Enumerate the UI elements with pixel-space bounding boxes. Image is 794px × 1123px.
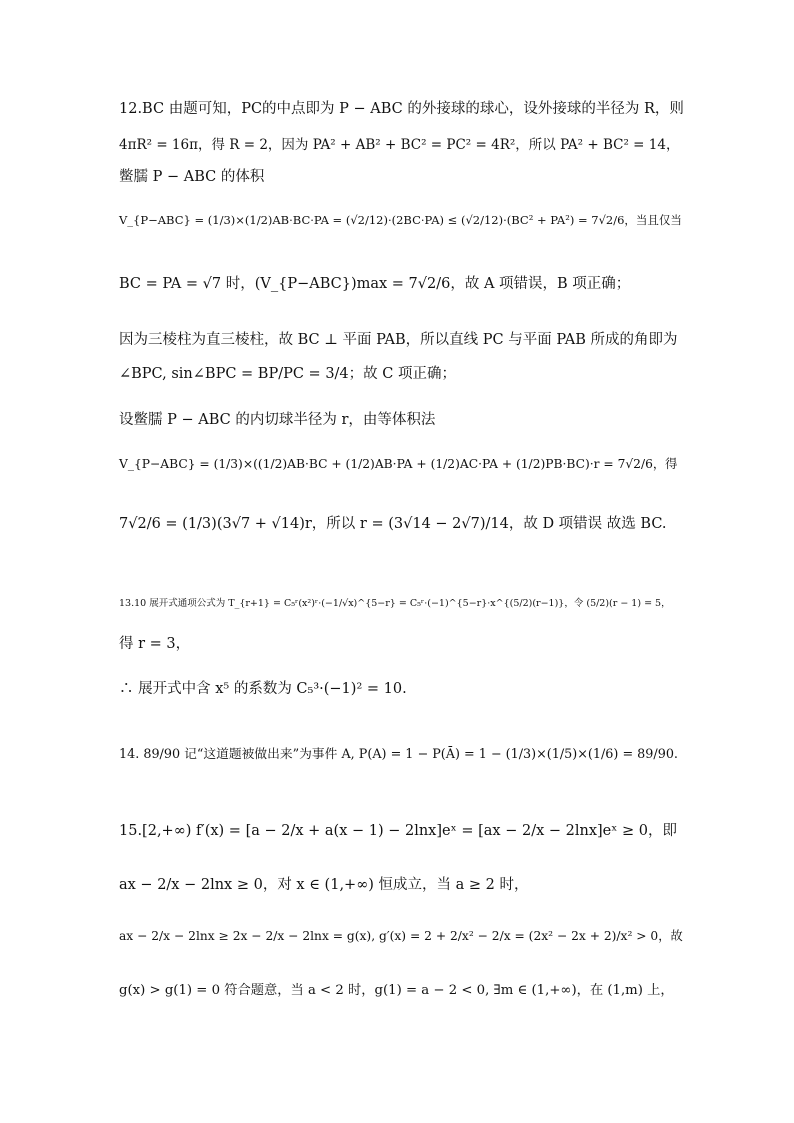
text-line: ∠BPC, sin∠BPC = BP/PC = 3/4；故 C 项正确； bbox=[119, 366, 456, 382]
text-line: 12.BC 由题可知，PC的中点即为 P − ABC 的外接球的球心，设外接球的半径为 R，则 bbox=[119, 101, 684, 117]
text-line: V_{P−ABC} = (1/3)×(1/2)AB·BC·PA = (√2/12)·(2BC·PA) ≤ (√2/12)·(BC² + PA²) = 7√2/6，当且仅当 bbox=[119, 213, 682, 227]
text-line: ax − 2/x − 2lnx ≥ 2x − 2/x − 2lnx = g(x), g′(x) = 2 + 2/x² − 2/x = (2x² − 2x + 2)/x² > 0，故 bbox=[119, 929, 683, 943]
text-line: 得 r = 3， bbox=[119, 636, 191, 652]
text-line: g(x) > g(1) = 0 符合题意，当 a < 2 时，g(1) = a − 2 < 0, ∃m ∈ (1,+∞)，在 (1,m) 上， bbox=[119, 983, 674, 998]
text-line: BC = PA = √7 时，(V_{P−ABC})max = 7√2/6，故 A 项错误，B 项正确； bbox=[119, 276, 631, 292]
text-line: ax − 2/x − 2lnx ≥ 0，对 x ∈ (1,+∞) 恒成立，当 a ≥ 2 时， bbox=[119, 877, 529, 893]
text-line: 4πR² = 16π，得 R = 2，因为 PA² + AB² + BC² = PC² = 4R²，所以 PA² + BC² = 14， bbox=[119, 137, 680, 153]
text-line: 15.[2,+∞) f′(x) = [a − 2/x + a(x − 1) − 2lnx]eˣ = [ax − 2/x − 2lnx]eˣ ≥ 0，即 bbox=[119, 823, 677, 839]
text-line: 设鳖臑 P − ABC 的内切球半径为 r，由等体积法 bbox=[119, 412, 436, 428]
text-line: 14. 89/90 记“这道题被做出来”为事件 A, P(A) = 1 − P(Ā) = 1 − (1/3)×(1/5)×(1/6) = 89/90. bbox=[119, 747, 678, 762]
text-line: 13.10 展开式通项公式为 T_{r+1} = C₅ʳ(x²)ʳ·(−1/√x)^{5−r} = C₅ʳ·(−1)^{5−r}·x^{(5/2)(r−1)}，令 (5/2)(r − 1) = 5， bbox=[119, 598, 671, 609]
text-line: 7√2/6 = (1/3)(3√7 + √14)r，所以 r = (3√14 − 2√7)/14，故 D 项错误 故选 BC. bbox=[119, 516, 667, 532]
text-line: 因为三棱柱为直三棱柱，故 BC ⊥ 平面 PAB，所以直线 PC 与平面 PAB 所成的角即为 bbox=[119, 332, 678, 348]
text-line: V_{P−ABC} = (1/3)×((1/2)AB·BC + (1/2)AB·PA + (1/2)AC·PA + (1/2)PB·BC)·r = 7√2/6，得 bbox=[119, 457, 678, 471]
text-line: ∴ 展开式中含 x⁵ 的系数为 C₅³·(−1)² = 10. bbox=[119, 681, 407, 697]
text-line: 鳖臑 P − ABC 的体积 bbox=[119, 169, 265, 185]
